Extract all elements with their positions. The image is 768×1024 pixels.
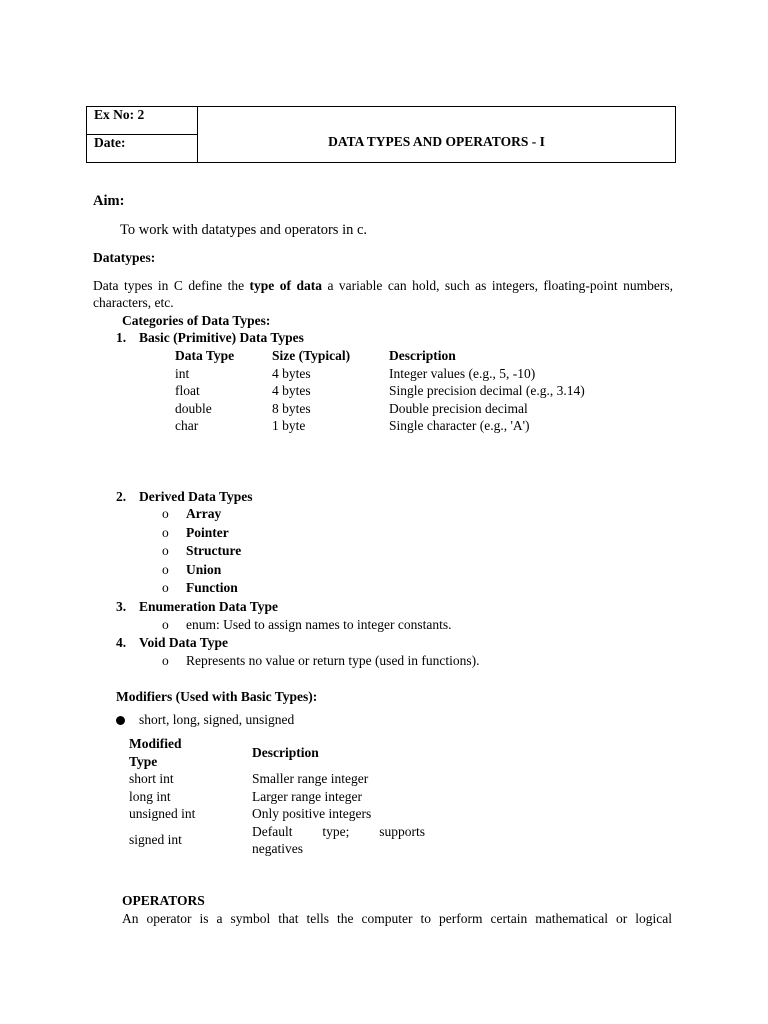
intro-pre: Data types in C define the — [93, 278, 250, 293]
header-left-cell — [87, 107, 198, 162]
list-bullet — [162, 582, 172, 594]
modifiers-heading: Modifiers (Used with Basic Types): — [116, 689, 318, 704]
aim-text: To work with datatypes and operators in c. — [120, 222, 368, 238]
derived-item-structure: Structure — [186, 543, 242, 558]
date-label: Date: — [94, 135, 126, 150]
table-cell: Integer values (e.g., 5, -10) — [389, 365, 536, 381]
datatypes-heading: Datatypes: — [93, 250, 156, 265]
table-cell: 1 byte — [272, 418, 306, 433]
table-row — [175, 417, 585, 435]
table-cell: float — [175, 383, 200, 398]
list-bullet — [162, 655, 172, 667]
table-cell: Only positive integers — [252, 806, 372, 821]
header-data-type: Data Type — [175, 348, 235, 363]
table-cell: Single precision decimal (e.g., 3.14) — [389, 383, 585, 398]
operators-heading: OPERATORS — [122, 893, 205, 908]
table-cell: char — [175, 418, 199, 433]
header-description: Description — [252, 744, 319, 760]
operators-text: An operator is a symbol that tells the computer to perform certain mathematical or logical — [122, 911, 672, 926]
table-row — [129, 823, 425, 858]
table-row — [175, 400, 585, 418]
list-bullet — [162, 545, 172, 557]
void-title: Void Data Type — [139, 635, 229, 650]
table-cell: short int — [129, 771, 174, 786]
table-header-row — [175, 347, 585, 365]
header-ex-row — [87, 107, 197, 135]
derived-number: 2. — [116, 489, 127, 504]
derived-item-function: Function — [186, 580, 238, 595]
header-size: Size (Typical) — [272, 348, 351, 363]
table-cell: int — [175, 365, 190, 381]
datatypes-intro — [93, 277, 673, 311]
list-bullet — [162, 527, 172, 539]
enum-number: 3. — [116, 599, 127, 614]
table-cell: Smaller range integer — [252, 771, 369, 786]
modifiers-bullet-text: short, long, signed, unsigned — [139, 712, 295, 727]
list-bullet — [162, 564, 172, 576]
document-title: DATA TYPES AND OPERATORS - I — [328, 134, 545, 149]
table-cell: double — [175, 400, 212, 416]
ex-no-label: Ex No: 2 — [94, 107, 145, 122]
table-cell: unsigned int — [129, 806, 196, 821]
derived-title: Derived Data Types — [139, 489, 253, 504]
aim-heading: Aim: — [93, 193, 125, 209]
list-bullet — [162, 508, 172, 520]
table-cell: 4 bytes — [272, 365, 311, 381]
bullet-dot — [116, 716, 125, 725]
table-cell: Default type; supports negatives — [252, 823, 425, 856]
table-row — [175, 382, 585, 400]
table-cell: 8 bytes — [272, 400, 311, 416]
table-cell: long int — [129, 788, 171, 804]
header-box — [86, 106, 676, 163]
header-description: Description — [389, 348, 456, 363]
enum-title: Enumeration Data Type — [139, 599, 279, 614]
void-number: 4. — [116, 635, 127, 650]
table-cell: 4 bytes — [272, 383, 311, 398]
table-cell: signed int — [129, 832, 182, 848]
table-row — [129, 788, 425, 806]
table-row — [175, 365, 585, 383]
intro-bold: type of data — [249, 278, 322, 293]
derived-item-pointer: Pointer — [186, 525, 229, 540]
void-item: Represents no value or return type (used in functions). — [186, 653, 480, 668]
intro-post: a variable can hold, such as integers, floating-point numbers, characters, etc. — [93, 278, 673, 310]
basic-types-table — [175, 347, 585, 435]
table-header-row — [129, 735, 425, 770]
categories-heading: Categories of Data Types: — [122, 313, 271, 328]
derived-item-union: Union — [186, 562, 222, 577]
basic-number: 1. — [116, 330, 127, 345]
table-row — [129, 805, 425, 823]
derived-item-array: Array — [186, 506, 222, 521]
modifiers-table — [129, 735, 425, 858]
table-cell: Double precision decimal — [389, 400, 528, 416]
header-modified-type: Modified Type — [129, 736, 182, 769]
list-bullet — [162, 619, 172, 631]
basic-title: Basic (Primitive) Data Types — [139, 330, 304, 345]
table-row — [129, 770, 425, 788]
enum-item: enum: Used to assign names to integer constants. — [186, 617, 452, 632]
table-cell: Single character (e.g., 'A') — [389, 418, 530, 433]
table-cell: Larger range integer — [252, 788, 362, 804]
